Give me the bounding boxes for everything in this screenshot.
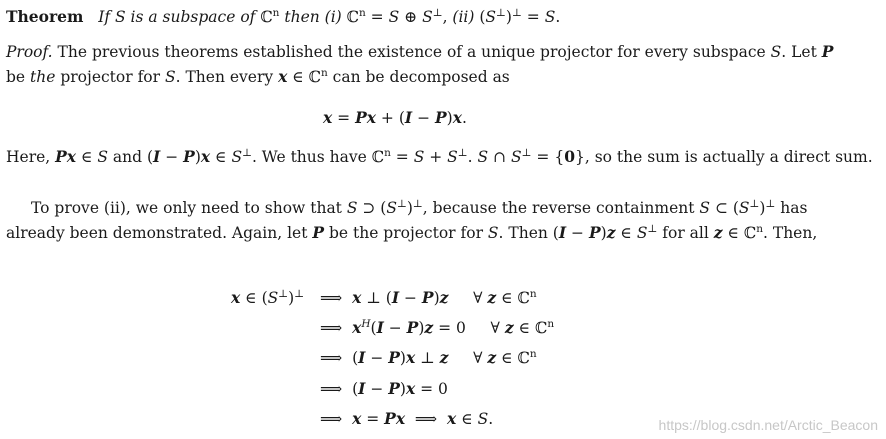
derivation-step-4: ⟹ (I − P)x = 0 [320,379,448,398]
derivation-step-2: ⟹ $x^H(I - P)z = 0$ ∀ z ∈ ℂ$^n$ [320,318,555,337]
theorem-statement: Theorem If S is a subspace of ℂ$^n$ then (i) ℂ$^n$ = S ⊕ S⊥, (ii) (S⊥)⊥ = S. [6,7,561,26]
proof-line-1: Proof. The previous theorems established the existence of a unique projector for every subspace S. Let P [6,42,834,61]
display-equation: x = Px + (I − P)x. [323,108,467,127]
proof-line-2: be the projector for S. Then every x ∈ ℂ$^n$ can be decomposed as [6,67,510,86]
proof-label: Proof. [6,43,53,61]
derivation-step-3: ⟹ (I − P)x ⊥ z ∀ z ∈ ℂ$^n$ [320,348,537,367]
proof-paragraph-2: Here, Px ∈ S and (I − P)x ∈ S⊥. We thus have ℂ$^n$ = S + S⊥. S ∩ S⊥ = {0}, so the sum is actually a direct sum. [6,147,873,166]
derivation-step-1: ⟹ x ⊥ (I − P)z ∀ z ∈ ℂ$^n$ [320,288,537,307]
derivation-lhs: x ∈ (S⊥)⊥ [231,288,305,307]
proof-paragraph-3-line-1: To prove (ii), we only need to show that S ⊃ (S⊥)⊥, because the reverse containment S ⊂ (S⊥)⊥ has [31,198,808,217]
derivation-step-5: ⟹ x = Px ⟹ x ∈ S. [320,409,494,428]
watermark: https://blog.csdn.net/Arctic_Beacon [658,417,878,433]
theorem-label: Theorem [6,7,84,26]
proof-paragraph-3-line-2: already been demonstrated. Again, let P be the projector for S. Then (I − P)z ∈ S⊥ for all z ∈ ℂ$^n$. Then, [6,223,818,242]
